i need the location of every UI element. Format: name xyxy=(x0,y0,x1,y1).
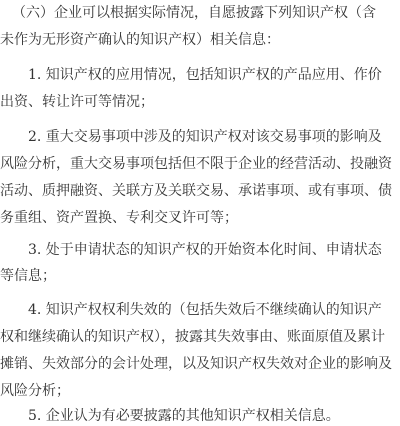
item-3-line-1: 3. 处于申请状态的知识产权的开始资本化时间、申请状态 xyxy=(28,242,382,258)
intro-line-1: （六）企业可以根据实际情况，自愿披露下列知识产权（含 xyxy=(12,5,376,21)
intro-line-2: 未作为无形资产确认的知识产权）相关信息： xyxy=(0,32,280,48)
item-4-line-4: 风险分析； xyxy=(0,383,70,399)
item-4-line-2: 权和继续确认的知识产权），披露其失效事由、账面原值及累计 xyxy=(0,329,385,345)
item-3-line-2: 等信息； xyxy=(0,268,56,284)
item-5-line-1: 5. 企业认为有必要披露的其他知识产权相关信息。 xyxy=(28,408,340,424)
item-2-line-2: 风险分析，重大交易事项包括但不限于企业的经营活动、投融资 xyxy=(0,156,392,172)
item-2-line-1: 2. 重大交易事项中涉及的知识产权对该交易事项的影响及 xyxy=(28,129,382,145)
item-4-line-1: 4. 知识产权权利失效的（包括失效后不继续确认的知识产 xyxy=(28,302,382,318)
item-2-line-3: 活动、质押融资、关联方及关联交易、承诺事项、或有事项、债 xyxy=(0,183,392,199)
item-4-line-3: 摊销、失效部分的会计处理，以及知识产权失效对企业的影响及 xyxy=(0,356,392,372)
item-1-line-2: 出资、转让许可等情况； xyxy=(0,94,154,110)
item-2-line-4: 务重组、资产置换、专利交叉许可等； xyxy=(0,210,238,226)
item-1-line-1: 1. 知识产权的应用情况，包括知识产权的产品应用、作价 xyxy=(28,67,382,83)
